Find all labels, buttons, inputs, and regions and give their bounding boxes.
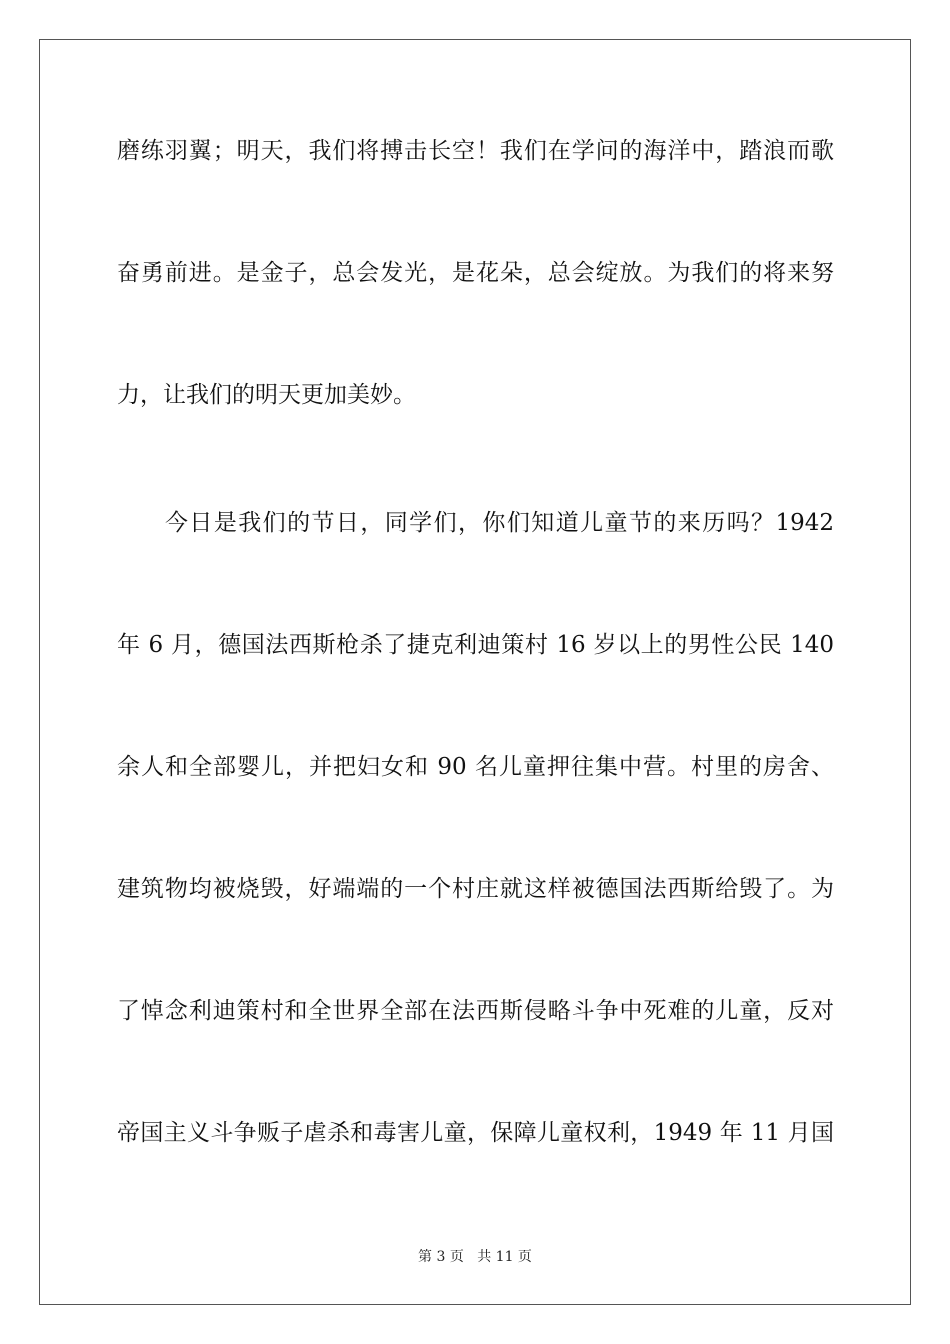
page-footer bbox=[0, 1248, 950, 1266]
text-line-9: 帝国主义斗争贩子虐杀和毒害儿童，保障儿童权利，1949 年 11 月国 bbox=[117, 1120, 834, 1146]
text-line-4: 今日是我们的节日，同学们，你们知道儿童节的来历吗？1942 bbox=[165, 510, 834, 536]
text-line-2: 奋勇前进。是金子，总会发光，是花朵，总会绽放。为我们的将来努 bbox=[117, 260, 834, 286]
text-line-7: 建筑物均被烧毁，好端端的一个村庄就这样被德国法西斯给毁了。为 bbox=[117, 876, 834, 902]
text-line-1: 磨练羽翼；明天，我们将搏击长空！我们在学问的海洋中，踏浪而歌 bbox=[117, 138, 834, 164]
page-total: 共 11 页 bbox=[477, 1249, 532, 1265]
text-line-3: 力，让我们的明天更加美妙。 bbox=[117, 382, 416, 408]
text-line-5: 年 6 月，德国法西斯枪杀了捷克利迪策村 16 岁以上的男性公民 140 bbox=[117, 632, 834, 658]
text-line-6: 余人和全部婴儿，并把妇女和 90 名儿童押往集中营。村里的房舍、 bbox=[117, 754, 834, 780]
page-frame bbox=[39, 39, 911, 1305]
text-line-8: 了悼念利迪策村和全世界全部在法西斯侵略斗争中死难的儿童，反对 bbox=[117, 998, 834, 1024]
page-number: 第 3 页 bbox=[418, 1249, 464, 1265]
